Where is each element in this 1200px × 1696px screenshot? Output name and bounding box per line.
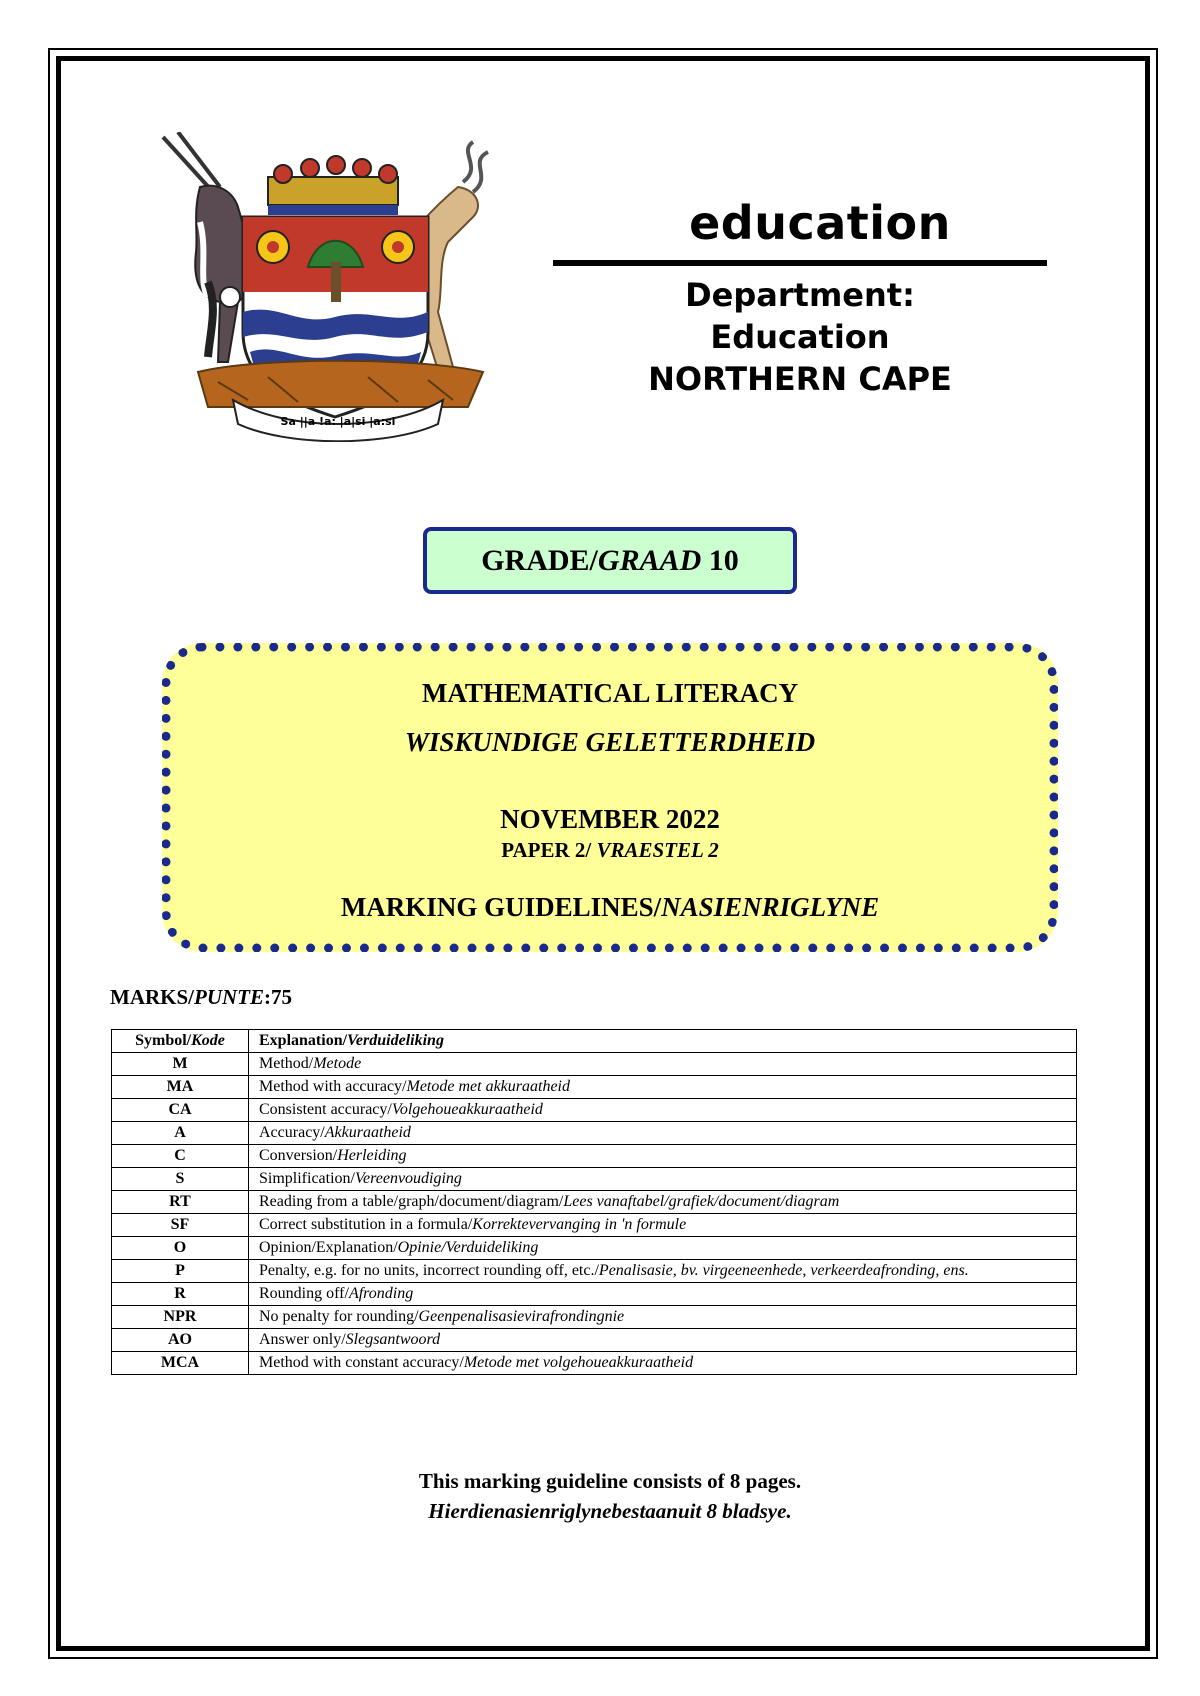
table-row: [112, 1214, 1077, 1237]
marking-codes-table: [111, 1029, 1077, 1375]
session: NOVEMBER 2022: [500, 804, 720, 834]
header-symbol: Symbol/Kode: [112, 1030, 249, 1053]
code-cell: M: [112, 1053, 249, 1076]
explanation-cell: Penalty, e.g. for no units, incorrect rounding off, etc./Penalisasie, bv. virgeeneenhede, verkeerdeafronding, ens.: [249, 1260, 1077, 1283]
table-row: [112, 1306, 1077, 1329]
brand-word: education: [689, 196, 951, 250]
table-row: [112, 1237, 1077, 1260]
table-row: [112, 1053, 1077, 1076]
subject-box: [162, 643, 1058, 952]
department-brand: [553, 196, 1047, 400]
subject-title-en: MATHEMATICAL LITERACY: [421, 678, 799, 708]
code-cell: A: [112, 1122, 249, 1145]
guidelines-en: MARKING GUIDELINES/: [340, 892, 662, 922]
table-row: [112, 1145, 1077, 1168]
code-cell: SF: [112, 1214, 249, 1237]
explanation-cell: Method with accuracy/Metode met akkuraatheid: [249, 1076, 1077, 1099]
explanation-cell: Simplification/Vereenvoudiging: [249, 1168, 1077, 1191]
explanation-cell: Consistent accuracy/Volgehoueakkuraatheid: [249, 1099, 1077, 1122]
paper-label: [171, 838, 1049, 863]
coat-of-arms-logo: [138, 132, 538, 442]
table-row: [112, 1099, 1077, 1122]
table-row: [112, 1168, 1077, 1191]
marks-value: :75: [264, 985, 292, 1009]
marks-label: MARKS/: [110, 985, 194, 1009]
code-cell: RT: [112, 1191, 249, 1214]
table-row: [112, 1260, 1077, 1283]
code-cell: C: [112, 1145, 249, 1168]
code-cell: NPR: [112, 1306, 249, 1329]
table-row: [112, 1283, 1077, 1306]
code-cell: CA: [112, 1099, 249, 1122]
explanation-cell: Reading from a table/graph/document/diagram/Lees vanaftabel/grafiek/document/diagram: [249, 1191, 1077, 1214]
code-cell: AO: [112, 1329, 249, 1352]
page-count-note: [0, 1466, 1200, 1526]
explanation-cell: Method/Metode: [249, 1053, 1077, 1076]
explanation-cell: Answer only/Slegsantwoord: [249, 1329, 1077, 1352]
table-row: [112, 1076, 1077, 1099]
province-name: NORTHERN CAPE: [648, 360, 952, 398]
grade-box: [423, 527, 797, 594]
grade-prefix: GRADE/: [481, 543, 598, 577]
explanation-cell: No penalty for rounding/Geenpenalisasievirafrondingnie: [249, 1306, 1077, 1329]
explanation-cell: Accuracy/Akkuraatheid: [249, 1122, 1077, 1145]
explanation-cell: Conversion/Herleiding: [249, 1145, 1077, 1168]
code-cell: R: [112, 1283, 249, 1306]
department-label: Department:: [685, 276, 915, 314]
marks-label-af: PUNTE: [194, 985, 264, 1009]
guidelines-af: NASIENRIGLYNE: [661, 892, 880, 922]
grade-label: [481, 544, 739, 578]
grade-number: 10: [701, 543, 739, 577]
table-row: [112, 1329, 1077, 1352]
code-cell: MCA: [112, 1352, 249, 1375]
paper-af: VRAESTEL 2: [596, 838, 719, 862]
table-row: [112, 1122, 1077, 1145]
department-name: Education: [710, 318, 890, 356]
subject-title-af: WISKUNDIGE GELETTERDHEID: [404, 727, 816, 757]
table-row: [112, 1352, 1077, 1375]
code-cell: S: [112, 1168, 249, 1191]
code-cell: P: [112, 1260, 249, 1283]
motto-text: Sa ||a !a: |a|si |a:si: [280, 415, 396, 428]
paper-en: PAPER 2/: [501, 838, 597, 862]
explanation-cell: Method with constant accuracy/Metode met volgehoueakkuraatheid: [249, 1352, 1077, 1375]
code-cell: O: [112, 1237, 249, 1260]
marks-total: [110, 985, 292, 1010]
explanation-cell: Correct substitution in a formula/Korrektevervanging in 'n formule: [249, 1214, 1077, 1237]
table-row: [112, 1191, 1077, 1214]
page-count-af: Hierdienasienriglynebestaanuit 8 bladsye.: [428, 1499, 792, 1523]
page-count-en: This marking guideline consists of 8 pages.: [418, 1469, 802, 1493]
header-explanation: Explanation/Verduideliking: [249, 1030, 1077, 1053]
code-cell: MA: [112, 1076, 249, 1099]
guidelines-label: [171, 892, 1049, 923]
table-header-row: [112, 1030, 1077, 1053]
explanation-cell: Rounding off/Afronding: [249, 1283, 1077, 1306]
brand-rule: [553, 260, 1047, 266]
explanation-cell: Opinion/Explanation/Opinie/Verduideliking: [249, 1237, 1077, 1260]
grade-italic: GRAAD: [597, 543, 702, 577]
